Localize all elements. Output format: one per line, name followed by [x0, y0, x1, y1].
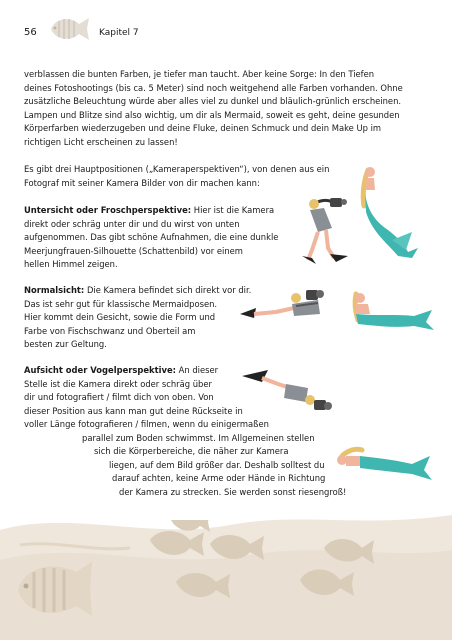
fish-icon [170, 520, 210, 532]
text-line: zusätzliche Beleuchtung würde aber alles viel zu dunkel und bläulich-grünlich erscheinen. [24, 96, 402, 106]
fish-icon [324, 539, 374, 564]
text-line: Farbe von Fischschwanz und Oberteil am [24, 325, 196, 336]
text-line: liegen, auf dem Bild größer dar. Deshalb solltest du [109, 459, 325, 470]
text-line: darauf achten, keine Arme oder Hände in Richtung [112, 473, 326, 483]
text-line: Körperfarben wiederzugeben und deine Fluke, deinen Schmuck und dein Make Up im [24, 123, 382, 133]
text-line: direkt oder schräg unter dir und du wirst von unten [24, 218, 240, 229]
text-line: voller Länge fotografieren / filmen, wenn du einigermaßen [24, 419, 269, 429]
page-number: 56 [24, 27, 37, 38]
text-line: dieser Position aus kann man gut deine Rückseite in [24, 405, 243, 416]
text-line: richtigen Licht erscheinen zu lassen! [24, 136, 178, 147]
text-line: sich die Körperbereiche, die näher zur Kamera [94, 446, 289, 456]
diver-illustration [302, 198, 348, 264]
text-line: parallel zum Boden schwimmst. Im Allgemeinen stellen [82, 432, 315, 443]
text-line: hellen Himmel zeigen. [24, 259, 118, 269]
fish-icon [176, 573, 230, 598]
text-line: Lampen und Blitze sind also wichtig, um dir als Mermaid, soweit es geht, deine gesunden [24, 109, 400, 120]
fish-icon [150, 531, 204, 556]
text-line: der Kamera zu strecken. Sie werden sonst riesengroß! [119, 486, 347, 497]
text-line: dir und fotografiert / filmt dich von oben. Von [24, 392, 214, 402]
text-line: Fotograf mit seiner Kamera Bilder von dir machen kann: [24, 177, 260, 188]
untersicht-heading: Untersicht oder Froschperspektive: [24, 205, 192, 215]
normalsicht-paragraph [24, 284, 251, 352]
angelfish-icon [45, 14, 91, 44]
decorative-fish-group [0, 520, 452, 640]
aufsicht-illustration [238, 360, 438, 485]
chapter-title: Kapitel 7 [99, 28, 139, 38]
text-line: Die Kamera befindet sich direkt vor dir. [84, 285, 252, 295]
text-line: Es gibt drei Hauptpositionen („Kameraperspektiven“), von denen aus ein [24, 164, 330, 174]
untersicht-paragraph [24, 204, 278, 272]
intro-paragraph [24, 68, 403, 149]
text-line: aufgenommen. Das gibt schöne Aufnahmen, die eine dunkle [24, 232, 279, 242]
aufsicht-heading: Aufsicht oder Vogelperspektive: [24, 365, 176, 375]
normalsicht-heading: Normalsicht: [24, 285, 85, 295]
fish-icon [300, 570, 354, 597]
text-line: Hier kommt dein Gesicht, sowie die Form und [24, 312, 216, 322]
diver-illustration [240, 290, 324, 318]
text-line: An dieser [175, 365, 219, 375]
text-line: besten zur Geltung. [24, 339, 107, 349]
fish-icon [210, 535, 264, 560]
text-line: verblassen die bunten Farben, je tiefer man taucht. Aber keine Sorge: In den Tiefen [24, 69, 375, 79]
text-line: deines Fotoshootings (bis ca. 5 Meter) sind noch weitgehend alle Farben vorhanden. Ohne [24, 82, 403, 93]
text-line: Meerjungfrauen-Silhouette (Schattenbild) vor einem [24, 245, 243, 256]
untersicht-illustration [272, 160, 432, 265]
mermaid-illustration [337, 449, 432, 480]
butterflyfish-icon [18, 562, 92, 616]
text-line: Stelle ist die Kamera direkt oder schräg über [24, 378, 212, 389]
normalsicht-illustration [236, 270, 441, 340]
mermaid-illustration [355, 293, 434, 330]
text-line: Das ist sehr gut für klassische Mermaidposen. [24, 298, 218, 309]
diver-illustration [242, 370, 332, 410]
text-line: Hier ist die Kamera [191, 205, 275, 215]
mermaid-illustration [363, 167, 418, 258]
